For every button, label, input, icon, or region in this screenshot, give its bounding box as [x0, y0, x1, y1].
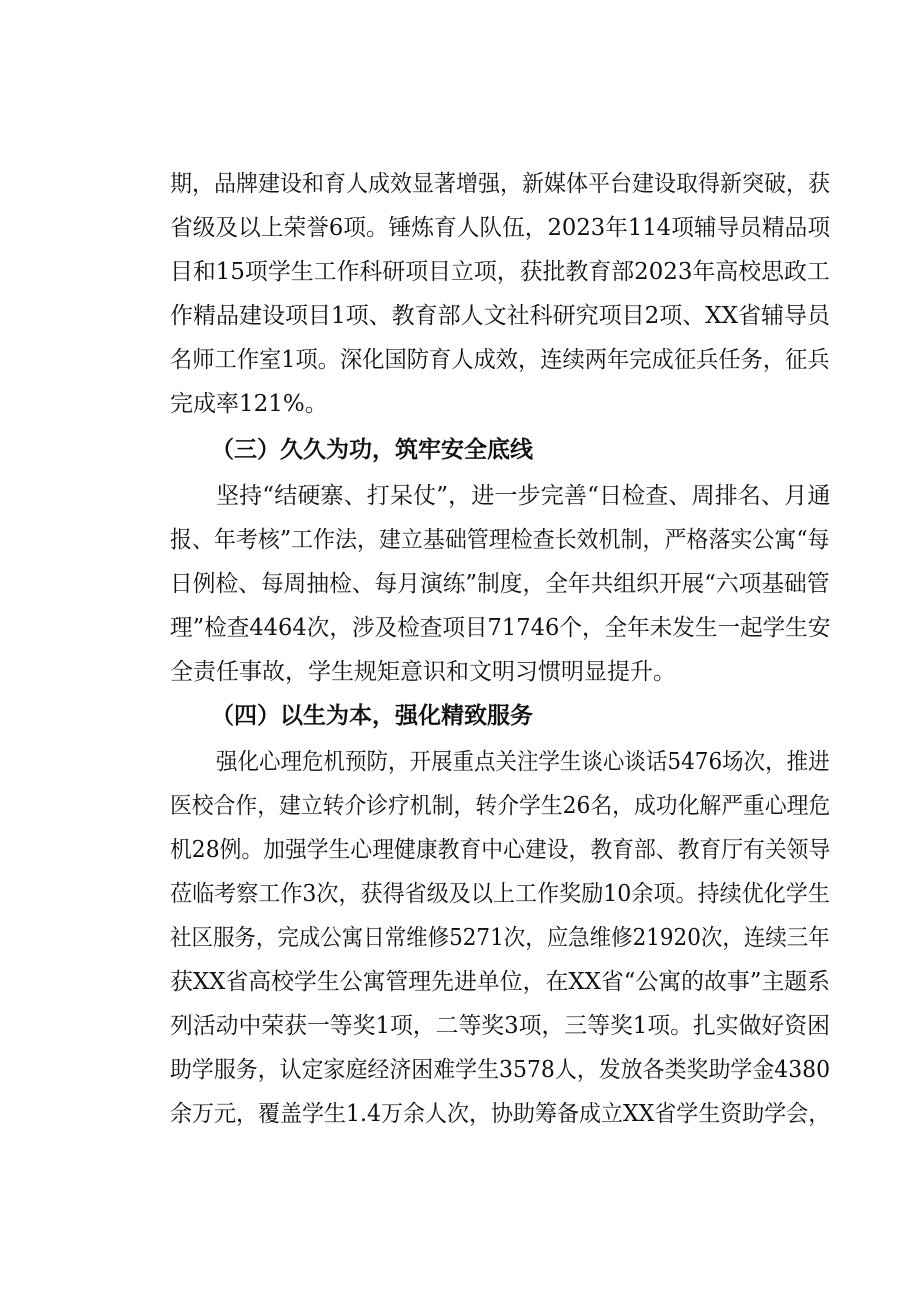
paragraph-line: 报、年考核”工作法，建立基础管理检查长效机制，严格落实公寓“每 [170, 527, 830, 553]
paragraph-line: 目和15项学生工作科研项目立项，获批教育部2023年高校思政工 [170, 259, 830, 285]
paragraph-line: 期，品牌建设和育人成效显著增强，新媒体平台建设取得新突破，获 [170, 171, 830, 197]
paragraph-line: 助学服务，认定家庭经济困难学生3578人，发放各类奖助学金4380 [170, 1057, 831, 1083]
paragraph-line: 莅临考察工作3次，获得省级及以上工作奖励10余项。持续优化学生 [170, 881, 830, 907]
paragraph-line: 作精品建设项目1项、教育部人文社科研究项目2项、XX省辅导员 [170, 303, 831, 329]
paragraph-line: 强化心理危机预防，开展重点关注学生谈心谈话5476场次，推进 [216, 749, 830, 775]
paragraph-line: 名师工作室1项。深化国防育人成效，连续两年完成征兵任务，征兵 [170, 347, 830, 373]
paragraph-line: 社区服务，完成公寓日常维修5271次，应急维修21920次，连续三年 [170, 925, 830, 951]
section-heading: （三）久久为功，筑牢安全底线 [211, 437, 533, 463]
paragraph-line: 余万元，覆盖学生1.4万余人次，协助筹备成立XX省学生资助学会， [170, 1101, 831, 1127]
paragraph-line: 理”检查4464次，涉及检查项目71746个，全年未发生一起学生安 [170, 615, 831, 641]
paragraph-line: 机28例。加强学生心理健康教育中心建设，教育部、教育厅有关领导 [170, 837, 831, 863]
paragraph-line: 省级及以上荣誉6项。锤炼育人队伍，2023年114项辅导员精品项 [170, 215, 831, 241]
paragraph-line: 全责任事故，学生规矩意识和文明习惯明显提升。 [170, 659, 676, 685]
paragraph-line: 医校合作，建立转介诊疗机制，转介学生26名，成功化解严重心理危 [170, 793, 831, 819]
section-heading: （四）以生为本，强化精致服务 [211, 703, 533, 729]
paragraph-line: 获XX省高校学生公寓管理先进单位，在XX省“公寓的故事”主题系 [170, 969, 831, 995]
paragraph-line: 坚持“结硬寨、打呆仗”，进一步完善“日检查、周排名、月通 [216, 483, 831, 509]
paragraph-line: 完成率121%。 [170, 391, 328, 417]
paragraph-line: 列活动中荣获一等奖1项，二等奖3项，三等奖1项。扎实做好资困 [170, 1013, 830, 1039]
paragraph-line: 日例检、每周抽检、每月演练”制度，全年共组织开展“六项基础管 [170, 571, 830, 597]
